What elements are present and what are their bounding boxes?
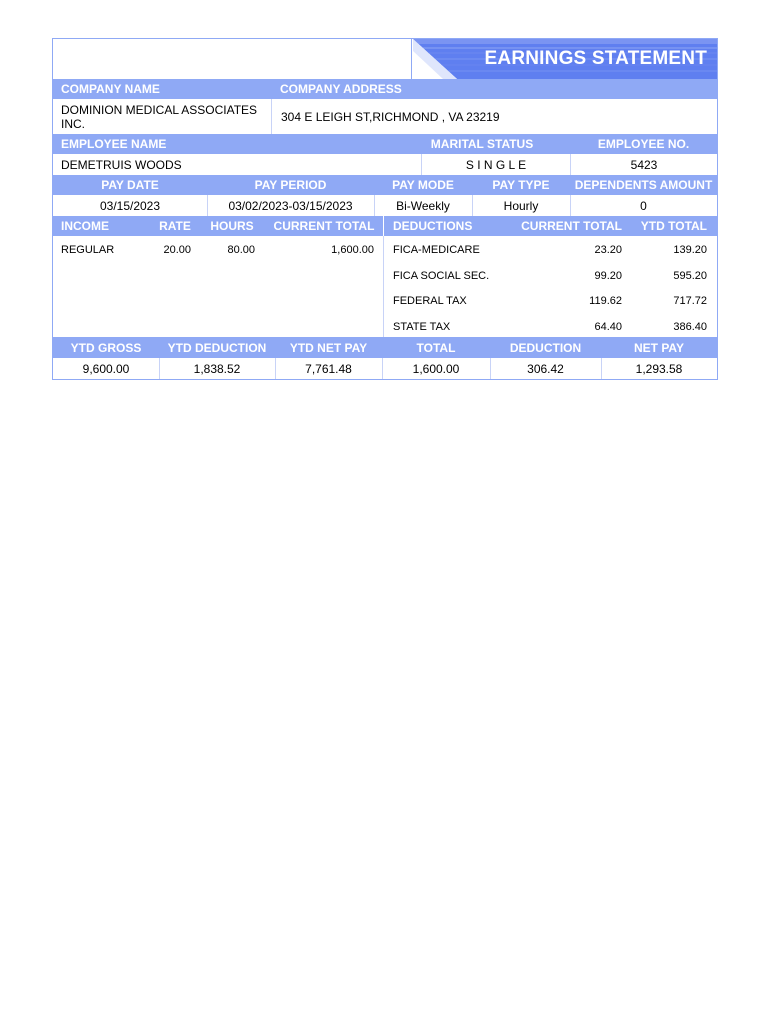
ytd-deduction-value: 1,838.52: [193, 361, 241, 376]
deduction-item-ytd: 717.72: [673, 295, 707, 307]
ytd-gross-value: 9,600.00: [82, 361, 130, 376]
company-address-label: COMPANY ADDRESS: [280, 82, 402, 96]
deduction-item-ytd: 386.40: [673, 320, 707, 333]
net-pay-value: 1,293.58: [635, 361, 683, 376]
income-deductions-header-row: [53, 216, 717, 236]
divider: [383, 236, 384, 337]
pay-type: Hourly: [503, 198, 539, 213]
title-row: [53, 39, 717, 79]
total-label: TOTAL: [416, 340, 456, 355]
pay-mode: Bi-Weekly: [396, 198, 450, 213]
ytd-total-label: YTD TOTAL: [640, 219, 707, 233]
income-label: INCOME: [61, 219, 109, 233]
logo-area: [53, 39, 412, 79]
deduction-value: 306.42: [527, 361, 564, 376]
pay-period-label: PAY PERIOD: [254, 178, 327, 192]
marital-status: S I N G L E: [465, 157, 527, 172]
employee-name: DEMETRUIS WOODS: [61, 157, 182, 172]
deduction-label: DEDUCTION: [509, 340, 582, 355]
earnings-statement: [52, 38, 718, 380]
pay-period: 03/02/2023-03/15/2023: [228, 198, 353, 213]
company-name: [61, 99, 271, 134]
company-address: 304 E LEIGH ST,RICHMOND , VA 23219: [281, 109, 500, 124]
deduction-item-name: FICA SOCIAL SEC.: [393, 269, 490, 282]
employee-number-label: EMPLOYEE NO.: [597, 137, 690, 151]
deduction-item-current: 23.20: [594, 244, 622, 256]
income-deductions-body: [53, 236, 717, 337]
summary-values-row: [53, 358, 717, 379]
income-current-total-label: CURRENT TOTAL: [273, 219, 375, 233]
company-values-row: [53, 99, 717, 134]
deduction-item-current: 99.20: [594, 269, 622, 282]
employee-values-row: [53, 154, 717, 175]
deduction-item-ytd: 139.20: [673, 244, 707, 256]
summary-header-row: [53, 337, 717, 358]
hours-label: HOURS: [210, 219, 254, 233]
dependents-amount-label: DEPENDENTS AMOUNT: [574, 178, 713, 192]
employee-name-label: EMPLOYEE NAME: [61, 137, 167, 151]
company-header-row: [53, 79, 717, 99]
deduction-item-name: FICA-MEDICARE: [393, 244, 480, 256]
divider: [383, 216, 384, 236]
company-name-label: COMPANY NAME: [61, 82, 160, 96]
dependents-amount: 0: [640, 198, 647, 213]
deduction-item-name: STATE TAX: [393, 320, 451, 333]
income-item-current-total: 1,600.00: [331, 244, 374, 256]
marital-status-label: MARITAL STATUS: [430, 137, 534, 151]
pay-date: 03/15/2023: [99, 198, 161, 213]
deduction-item-name: FEDERAL TAX: [393, 295, 467, 307]
ytd-deduction-label: YTD DEDUCTION: [167, 340, 267, 355]
deduction-item-current: 119.62: [589, 295, 622, 307]
pay-values-row: [53, 195, 717, 216]
company-name-line2: INC.: [61, 116, 85, 131]
deductions-label: DEDUCTIONS: [393, 219, 473, 233]
net-pay-label: NET PAY: [633, 340, 684, 355]
pay-mode-label: PAY MODE: [392, 178, 454, 192]
rate-label: RATE: [159, 219, 191, 233]
company-name-line1: DOMINION MEDICAL ASSOCIATES: [61, 102, 258, 117]
deduction-item-ytd: 595.20: [673, 269, 707, 282]
deduction-item-current: 64.40: [594, 320, 622, 333]
total-value: 1,600.00: [412, 361, 460, 376]
pay-type-label: PAY TYPE: [492, 178, 550, 192]
income-item-rate: 20.00: [163, 244, 191, 256]
divider: [271, 99, 272, 134]
pay-header-row: [53, 175, 717, 195]
ytd-net-pay-value: 7,761.48: [305, 361, 352, 376]
employee-header-row: [53, 134, 717, 154]
title-banner: [413, 39, 717, 79]
ytd-net-pay-label: YTD NET PAY: [289, 340, 368, 355]
income-item-hours: 80.00: [227, 244, 255, 256]
employee-number: 5423: [630, 157, 658, 172]
deductions-current-total-label: CURRENT TOTAL: [521, 219, 622, 233]
income-item-name: REGULAR: [61, 244, 115, 256]
page-title: EARNINGS STATEMENT: [484, 48, 707, 69]
ytd-gross-label: YTD GROSS: [70, 340, 142, 355]
pay-date-label: PAY DATE: [101, 178, 159, 192]
